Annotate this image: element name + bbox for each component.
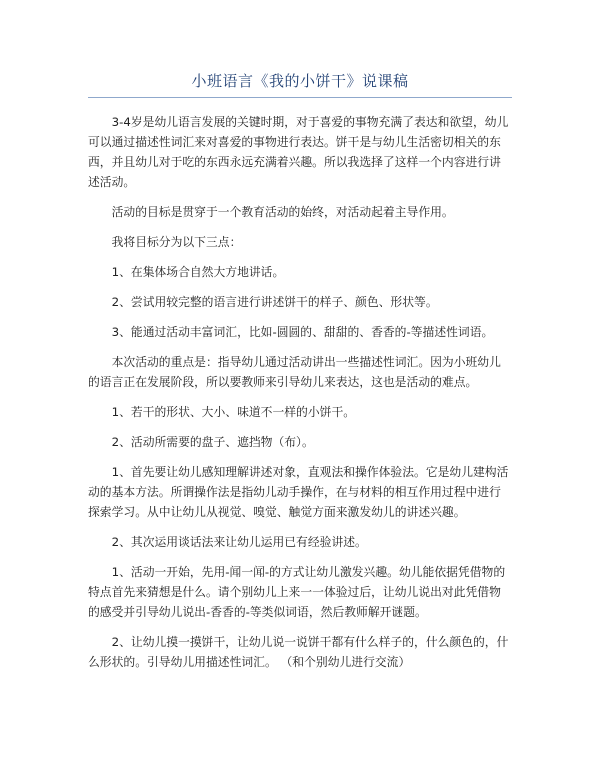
- document-title: 小班语言《我的小饼干》说课稿: [191, 72, 409, 90]
- paragraph-goal-heading: 我将目标分为以下三点：: [111, 235, 242, 249]
- title-divider: [88, 97, 512, 98]
- process-item-1: 1、活动一开始，先用-闻一闻-的方式让幼儿激发兴趣。幼儿能依据凭借物的特点首先来猜想是什么。请个别幼儿上来一一体验过后，让幼儿说出对此凭借物的感受并引导幼儿说出-香香的-等类似词语，然后教师解开谜题。: [88, 565, 506, 619]
- paragraph-key-points: 本次活动的重点是：指导幼儿通过活动讲出一些描述性词汇。因为小班幼儿的语言正在发展阶段，所以要教师来引导幼儿来表达，这也是活动的难点。: [88, 355, 501, 389]
- paragraph-goal-statement: 活动的目标是贯穿于一个教育活动的始终，对活动起着主导作用。: [111, 205, 454, 219]
- process-item-2: 2、让幼儿摸一摸饼干，让幼儿说一说饼干都有什么样子的，什么颜色的，什么形状的。引导幼儿用描述性词汇。 （和个别幼儿进行交流）: [88, 635, 509, 669]
- paragraph-intro: 3-4岁是幼儿语言发展的关键时期，对于喜爱的事物充满了表达和欲望，幼儿可以通过描述性词汇来对喜爱的事物进行表达。饼干是与幼儿生活密切相关的东西，并且幼儿对于吃的东西永远充满着兴趣。所以我选择了这样一个内容进行讲述活动。: [88, 115, 509, 189]
- document-body: [88, 112, 512, 680]
- method-item-2: 2、其次运用谈话法来让幼儿运用已有经验讲述。: [111, 535, 367, 549]
- goal-item-2: 2、尝试用较完整的语言进行讲述饼干的样子、颜色、形状等。: [111, 295, 438, 309]
- material-item-1: 1、若干的形状、大小、味道不一样的小饼干。: [111, 405, 356, 419]
- goal-item-3: 3、能通过活动丰富词汇，比如-圆圆的、甜甜的、香香的-等描述性词语。: [111, 325, 494, 339]
- goal-item-1: 1、在集体场合自然大方地讲话。: [111, 265, 285, 279]
- material-item-2: 2、活动所需要的盘子、遮挡物（布）。: [111, 435, 314, 449]
- method-item-1: 1、首先要让幼儿感知理解讲述对象，直观法和操作体验法。它是幼儿建构活动的基本方法。所谓操作法是指幼儿动手操作，在与材料的相互作用过程中进行探索学习。从中让幼儿从视觉、嗅觉、触觉方面来激发幼儿的讲述兴趣。: [88, 465, 509, 519]
